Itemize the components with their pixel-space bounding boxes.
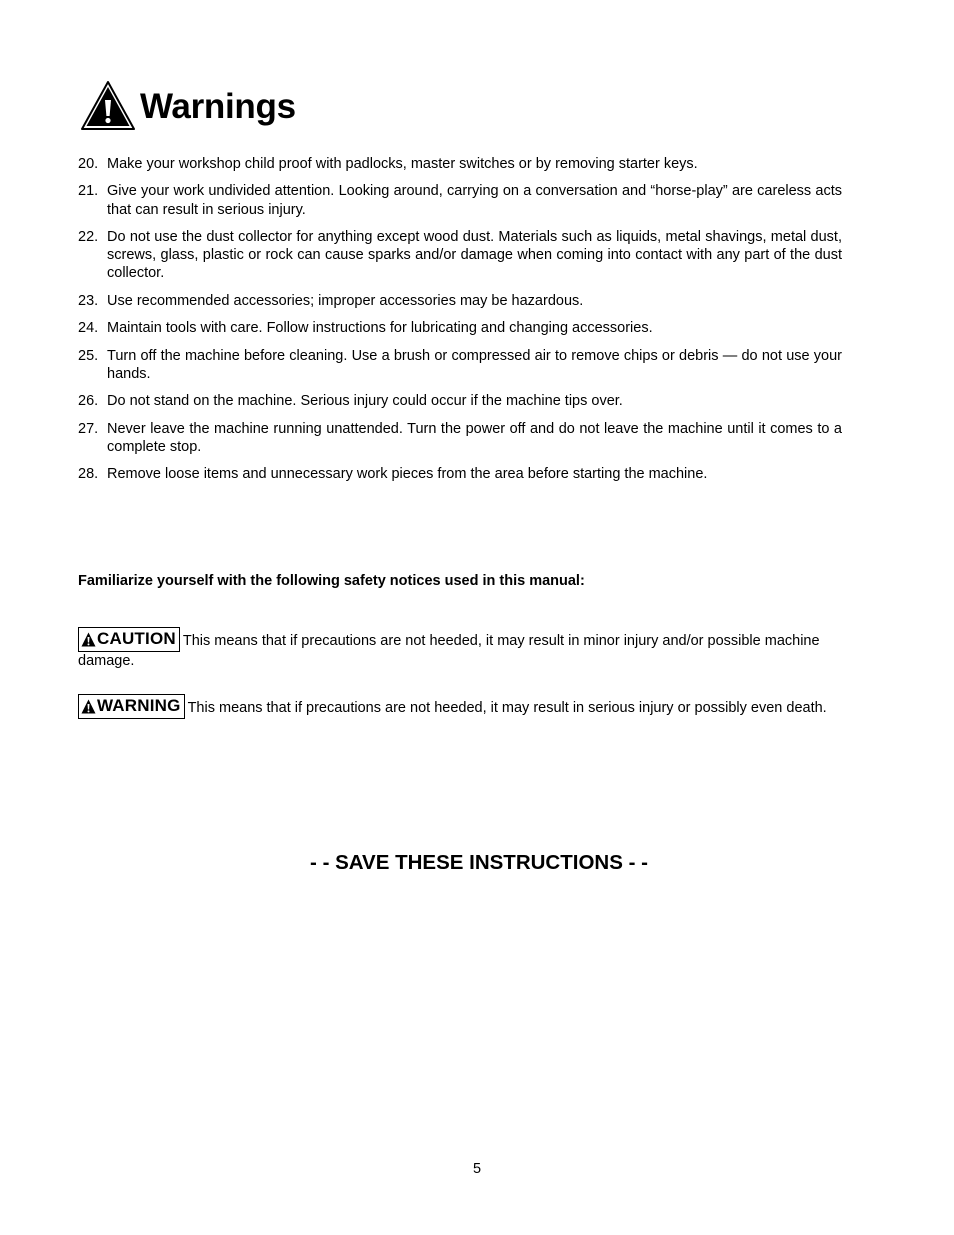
list-item <box>78 347 842 383</box>
caution-triangle-icon <box>81 632 96 647</box>
item-number: 28. <box>78 466 99 483</box>
item-text: Do not stand on the machine. Serious injury could occur if the machine tips over. <box>107 393 623 410</box>
item-text: Turn off the machine before cleaning. Use a brush or compressed air to remove chips or debris — do not use your hands. <box>107 347 842 382</box>
list-item <box>78 292 842 310</box>
item-number: 26. <box>78 393 99 410</box>
page-title: Warnings <box>140 86 296 126</box>
warning-badge <box>78 694 185 719</box>
item-text: Make your workshop child proof with padlocks, master switches or by removing starter keys. <box>107 156 698 172</box>
caution-text: This means that if precautions are not heeded, it may result in minor injury and/or possible machine damage. <box>78 633 820 669</box>
warnings-list <box>78 155 842 493</box>
item-text: Remove loose items and unnecessary work pieces from the area before starting the machine. <box>107 466 708 483</box>
item-number: 24. <box>78 320 99 337</box>
list-item <box>78 155 842 173</box>
list-item <box>78 319 842 337</box>
list-item <box>78 228 842 283</box>
item-text: Maintain tools with care. Follow instructions for lubricating and changing accessories. <box>107 320 653 337</box>
caution-badge <box>78 627 180 652</box>
list-item <box>78 182 842 218</box>
warning-triangle-icon <box>80 80 136 132</box>
item-number: 27. <box>78 420 99 437</box>
caution-label: CAUTION <box>97 629 176 649</box>
notices-intro: Familiarize yourself with the following safety notices used in this manual: <box>78 573 585 589</box>
warning-text: This means that if precautions are not heeded, it may result in serious injury or possibly even death. <box>187 700 827 716</box>
page-number: 5 <box>472 1161 482 1177</box>
item-number: 20. <box>78 156 99 172</box>
list-item <box>78 420 842 456</box>
item-text: Never leave the machine running unattended. Turn the power off and do not leave the machine until it comes to a complete stop. <box>107 420 842 455</box>
item-text: Do not use the dust collector for anything except wood dust. Materials such as liquids, metal shavings, metal dust, screws, glass, plastic or rock can cause sparks and/or damage when coming into contact with any part of the dust collector. <box>107 228 842 282</box>
item-text: Give your work undivided attention. Looking around, carrying on a conversation and “horse-play” are careless acts that can result in serious injury. <box>107 183 842 218</box>
item-number: 22. <box>78 228 99 245</box>
item-number: 23. <box>78 292 99 309</box>
warning-label: WARNING <box>97 696 181 716</box>
save-instructions-heading: - - SAVE THESE INSTRUCTIONS - - <box>310 851 648 874</box>
item-number: 21. <box>78 183 99 200</box>
list-item <box>78 465 842 483</box>
list-item <box>78 392 842 410</box>
item-number: 25. <box>78 347 99 364</box>
warning-notice <box>78 694 842 719</box>
item-text: Use recommended accessories; improper accessories may be hazardous. <box>107 292 584 309</box>
caution-notice <box>78 627 842 671</box>
page-header <box>80 80 296 132</box>
warning-triangle-small-icon <box>81 699 96 714</box>
